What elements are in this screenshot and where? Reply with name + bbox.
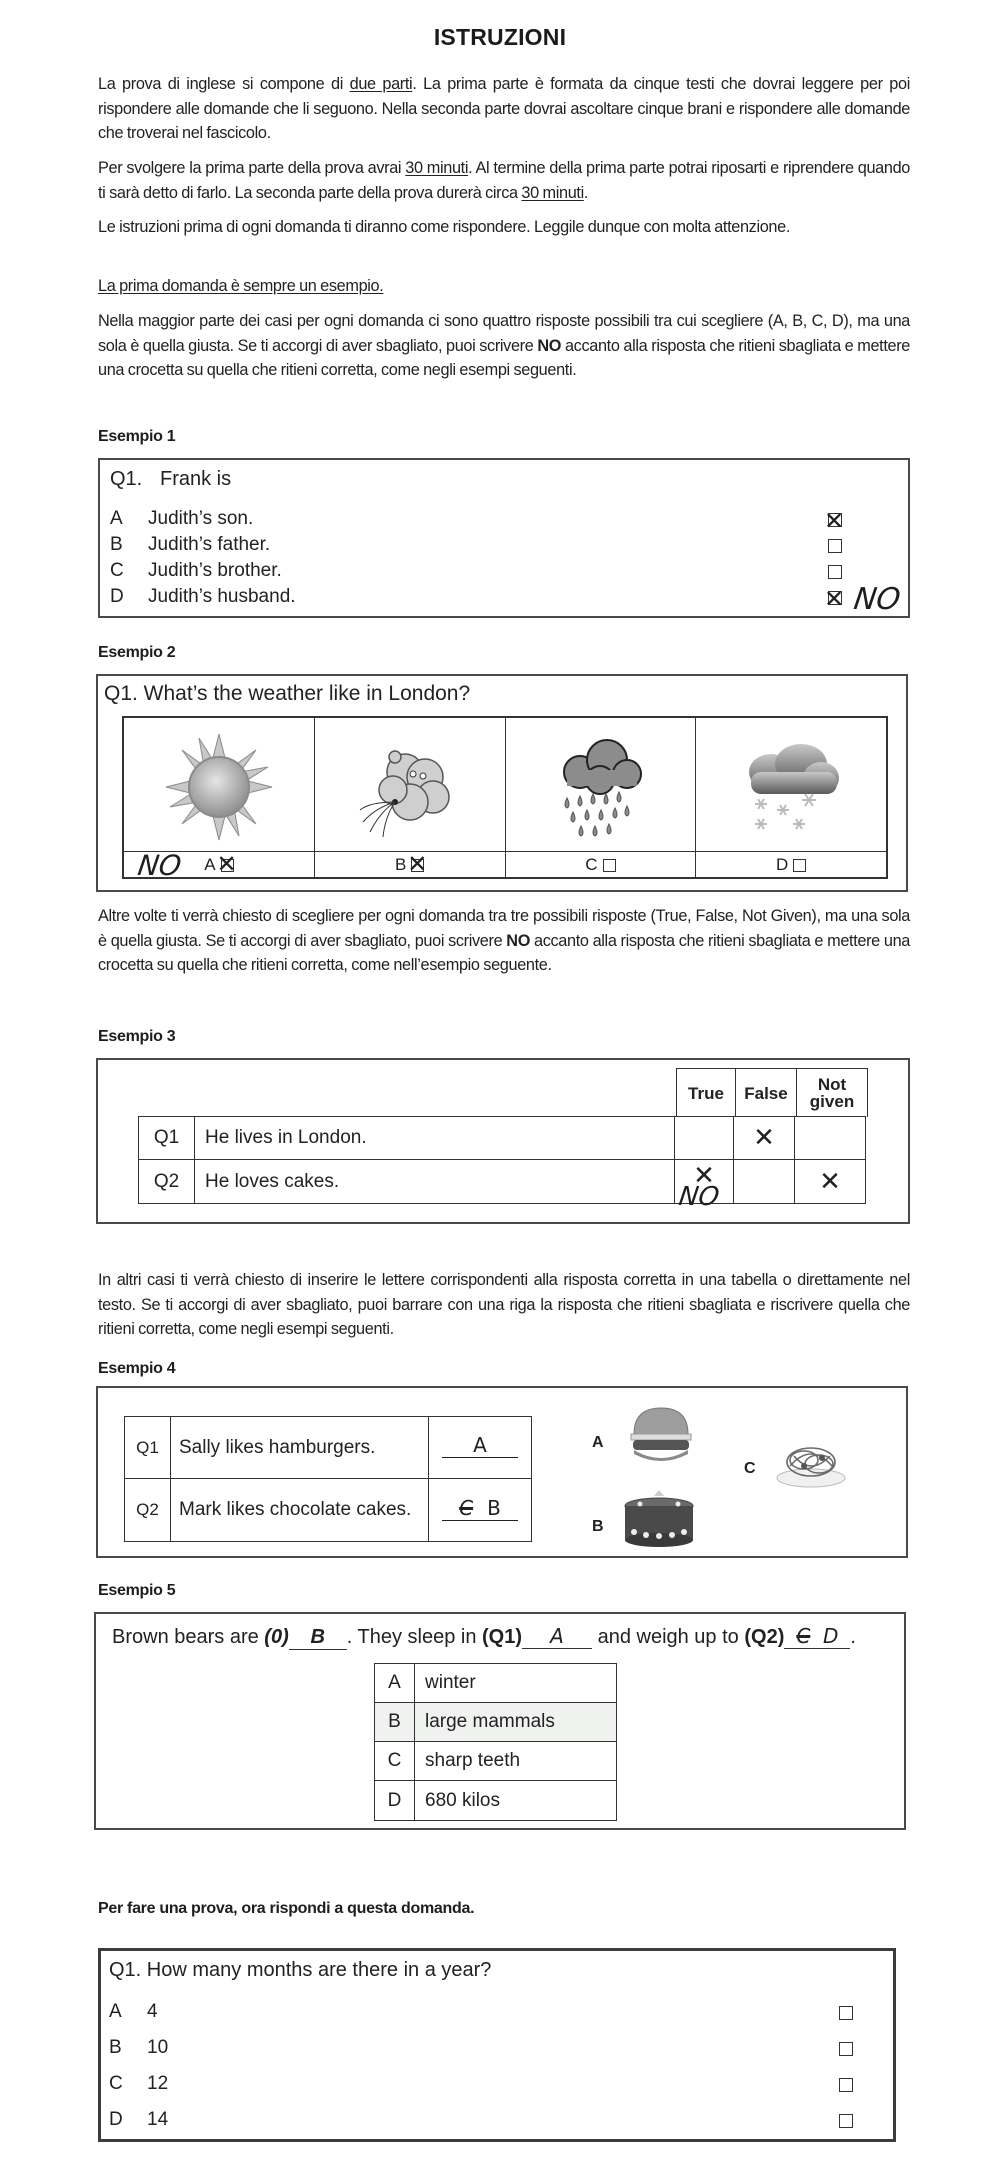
option-letter: B (109, 2037, 122, 2058)
example-1-box (98, 458, 910, 618)
no-mark: NO (676, 1182, 722, 1212)
no-mark: NO (135, 849, 184, 882)
crossed-answer: C (796, 1624, 811, 1648)
text: accanto alla risposta che ritieni sbagliata e mettere una crocetta su quella che ritieni corretta, come negli esempi seguenti. (98, 336, 910, 379)
statement-text: Sally likes hamburgers. (171, 1417, 429, 1478)
question-number: Q1. (110, 468, 143, 490)
table-row (125, 1417, 531, 1479)
text: La prova di inglese si compone di (98, 75, 350, 93)
option-letter: C (585, 854, 598, 874)
option-letter: A (109, 2001, 122, 2022)
underlined-text: 30 minuti (405, 159, 469, 177)
option-letter: B (394, 854, 407, 874)
gap-answer-q2 (784, 1624, 850, 1649)
header-false: False (736, 1069, 797, 1117)
handwritten-answer: B (487, 1495, 501, 1520)
wind-cloud-icon (355, 732, 465, 842)
option-label (315, 851, 505, 877)
option-label (696, 851, 886, 877)
answer-checkbox[interactable] (828, 539, 842, 553)
cross-mark-icon: ✕ (693, 1160, 715, 1191)
option-text: Judith’s brother. (148, 560, 282, 581)
example-3-label: Esempio 3 (98, 1028, 176, 1045)
example-3-box (96, 1058, 910, 1224)
hamburger-icon (626, 1406, 696, 1466)
question: Q1. What’s the weather like in London? (104, 682, 471, 705)
food-label-a: A (592, 1434, 604, 1451)
true-false-paragraph (98, 904, 910, 978)
spaghetti-icon (774, 1432, 848, 1490)
option-text: sharp teeth (425, 1750, 521, 1771)
question-number: Q1 (125, 1417, 171, 1478)
fill-paragraph: In altri casi ti verrà chiesto di inserire le lettere corrispondenti alla risposta corretta in una tabella o direttamente nel testo. Se ti accorgi di aver sbagliato, puoi barrare con una riga la risposta che ritieni sbagliata e riscrivere quella che ritieni corretta, come negli esempi seguenti. (98, 1271, 910, 1338)
handwritten-answer: A (473, 1433, 487, 1457)
option-text: Judith’s son. (148, 508, 254, 529)
cross-mark-icon: ✕ (216, 850, 237, 878)
answer-checkbox[interactable] (793, 859, 806, 872)
option-label (124, 849, 314, 882)
option-letter: B (375, 1703, 415, 1741)
text: Nella maggior parte dei casi per ogni domanda ci sono quattro risposte possibili tra cui scegliere (A, B, C, D), ma una sola è quella giusta. Se ti accorgi di aver sbagliato, puoi scrivere (98, 312, 910, 355)
option-letter: C (375, 1742, 415, 1780)
option-text: Judith’s husband. (148, 586, 296, 607)
header-not-given (797, 1069, 867, 1117)
example-1-label: Esempio 1 (98, 428, 176, 445)
matching-table (124, 1416, 532, 1542)
statement-text: He lives in London. (195, 1117, 675, 1159)
gap-answer-q1: A (522, 1624, 592, 1649)
answer-checkbox[interactable] (407, 850, 428, 878)
text: Brown bears are (112, 1626, 265, 1648)
practice-prompt: Per fare una prova, ora rispondi a questa domanda. (98, 1900, 475, 1917)
text: Not (817, 1075, 847, 1094)
option-letter: C (110, 560, 124, 581)
cake-icon (620, 1488, 698, 1548)
answer-checkbox[interactable] (839, 2078, 853, 2092)
weather-option-b (315, 718, 506, 877)
gap-answer-0: B (289, 1626, 347, 1650)
option-b (110, 534, 270, 556)
answer-cell-false[interactable] (734, 1160, 795, 1203)
intro-paragraph-3: Le istruzioni prima di ogni domanda ti diranno come rispondere. Leggile dunque con molta attenzione. (98, 218, 791, 236)
option-text: 12 (147, 2073, 169, 2094)
answer-line (442, 1433, 518, 1458)
answer-cell-false[interactable] (734, 1117, 795, 1159)
table-row (139, 1160, 865, 1212)
text: Altre volte ti verrà chiesto di scegliere per ogni domanda tra tre possibili risposte (True, False, Not Given), ma una sola è quella giusta. Se ti accorgi di aver sbagliato, puoi scrivere (98, 907, 910, 950)
text: . La prima parte è formata da cinque testi che dovrai leggere per poi rispondere alle domande che li seguono. Nella seconda parte dovrai ascoltare cinque brani e rispondere alle domande che troverai nel fascicolo. (98, 75, 910, 142)
option-a (109, 2001, 158, 2023)
option-text: winter (425, 1672, 476, 1693)
cross-mark-icon: ✕ (824, 585, 845, 613)
weather-option-a (124, 718, 315, 882)
example-4-label: Esempio 4 (98, 1360, 176, 1377)
answer-checkbox[interactable] (839, 2042, 853, 2056)
options-table (374, 1663, 617, 1821)
option-text: Judith’s father. (148, 534, 271, 555)
underlined-text: 30 minuti (521, 183, 584, 202)
question-number: Q2 (139, 1160, 195, 1203)
option-d (110, 586, 296, 608)
practice-question: Q1. How many months are there in a year? (109, 1959, 492, 1981)
answer-field[interactable] (429, 1417, 531, 1478)
answer-cell-true[interactable] (675, 1160, 734, 1212)
option-letter: B (110, 534, 123, 555)
answer-cell-true[interactable] (675, 1117, 734, 1159)
text: given (809, 1092, 855, 1111)
cross-mark-icon: ✕ (407, 850, 428, 878)
practice-question-box (98, 1948, 896, 2142)
answer-checkbox[interactable] (828, 565, 842, 579)
example-4-box (96, 1386, 908, 1558)
table-row (125, 1479, 531, 1541)
answer-cell-not-given[interactable] (795, 1117, 865, 1159)
table-row (139, 1117, 865, 1160)
question (110, 468, 231, 491)
gap-tag: (Q1) (482, 1626, 523, 1648)
option-c (109, 2073, 168, 2095)
text: Per svolgere la prima parte della prova avrai (98, 159, 406, 177)
text: . (850, 1626, 856, 1648)
statement-text: Mark likes chocolate cakes. (171, 1479, 429, 1541)
food-label-c: C (744, 1460, 756, 1477)
rain-cloud-icon (545, 732, 655, 842)
true-false-header (676, 1068, 868, 1117)
option-letter: D (110, 586, 124, 607)
weather-option-d (696, 718, 886, 877)
header-true: True (677, 1069, 736, 1117)
example-5-box (94, 1612, 906, 1830)
option-text: 4 (147, 2001, 158, 2022)
gap-fill-sentence (112, 1624, 856, 1650)
crossed-answer: C (459, 1495, 474, 1520)
option-letter: D (109, 2109, 123, 2130)
answer-checkbox[interactable] (839, 2114, 853, 2128)
bold-text: NO (537, 336, 562, 355)
weather-options-grid (122, 716, 888, 882)
text: . (583, 183, 589, 202)
example-5-label: Esempio 5 (98, 1582, 176, 1599)
option-d (109, 2109, 168, 2131)
option-row (375, 1703, 616, 1742)
food-label-b: B (592, 1518, 604, 1535)
answer-checkbox[interactable] (603, 859, 616, 872)
gap-tag: (0) (264, 1626, 289, 1648)
option-row (375, 1742, 616, 1781)
option-letter: A (375, 1664, 415, 1702)
cross-mark-icon: ✕ (819, 1166, 841, 1197)
question-text: Frank is (160, 468, 232, 490)
underlined-text: due parti (349, 75, 413, 93)
answer-cell-not-given[interactable] (795, 1160, 865, 1203)
weather-option-c (506, 718, 697, 877)
option-text: large mammals (425, 1711, 555, 1732)
text: . They sleep in (346, 1626, 483, 1648)
text: accanto alla risposta che ritieni sbagliata e mettere una crocetta su quella che ritieni corretta, come nell’esempio seguente. (98, 931, 910, 974)
sun-icon (164, 732, 274, 842)
statement-text: He loves cakes. (195, 1160, 675, 1203)
option-a (110, 508, 253, 530)
option-row (375, 1664, 616, 1703)
option-text: 10 (147, 2037, 169, 2058)
option-letter: D (775, 854, 789, 874)
intro-paragraph-5 (98, 309, 910, 383)
snow-cloud-icon (731, 732, 851, 842)
example-2-box (96, 674, 908, 892)
no-mark: NO (851, 582, 903, 617)
answer-field[interactable] (429, 1479, 531, 1541)
option-row (375, 1781, 616, 1820)
intro-paragraph-4 (98, 274, 910, 299)
text: . Al termine della prima parte potrai riposarti e riprendere quando ti sarà detto di farlo. La seconda parte della prova durerà circa (98, 159, 911, 202)
intro-paragraph-2 (98, 156, 910, 205)
option-letter: D (375, 1781, 415, 1820)
page-title: ISTRUZIONI (433, 24, 567, 50)
question-number: Q1 (139, 1117, 195, 1159)
option-b (109, 2037, 168, 2059)
corrected-answer: D (823, 1624, 839, 1648)
option-letter: A (110, 508, 123, 529)
option-c (110, 560, 282, 582)
option-letter: C (109, 2073, 123, 2094)
option-text: 680 kilos (425, 1789, 500, 1811)
option-label (506, 851, 696, 877)
cross-mark-icon: ✕ (824, 507, 845, 535)
intro-paragraph-1 (98, 72, 910, 146)
answer-line (442, 1496, 518, 1521)
option-text: 14 (147, 2109, 169, 2130)
underlined-text: La prima domanda è sempre un esempio. (98, 277, 384, 295)
answer-checkbox[interactable] (216, 850, 237, 878)
question-number: Q2 (125, 1479, 171, 1541)
text: and weigh up to (592, 1626, 745, 1648)
option-letter: A (204, 854, 216, 874)
cross-mark-icon: ✕ (753, 1123, 775, 1153)
true-false-table (138, 1116, 866, 1212)
answer-checkbox[interactable] (839, 2006, 853, 2020)
bold-text: NO (506, 931, 531, 950)
example-2-label: Esempio 2 (98, 644, 176, 661)
gap-tag: (Q2) (744, 1626, 785, 1648)
